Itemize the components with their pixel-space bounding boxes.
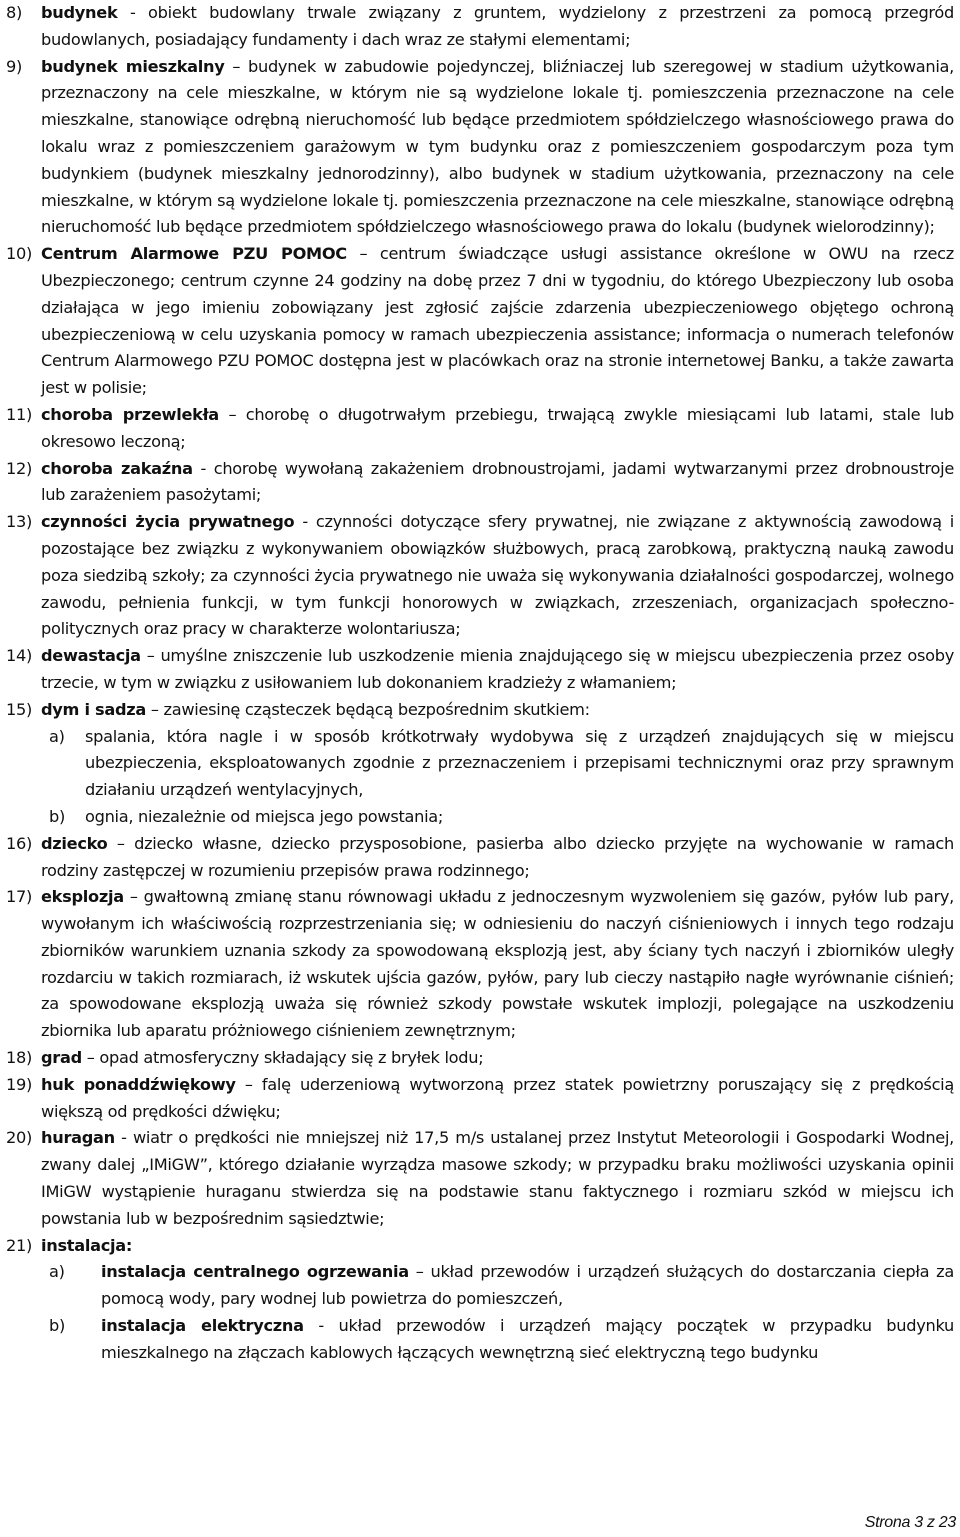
- definition-item-9: [6, 54, 954, 242]
- item-number: 21): [6, 1235, 33, 1255]
- definition-text: – zawiesinę cząsteczek będącą bezpośrednim skutkiem:: [146, 699, 590, 719]
- definition-item-16: [6, 831, 954, 885]
- item-body: [41, 884, 954, 1045]
- definition-item-17: [6, 884, 954, 1045]
- sub-item-21a: [41, 1259, 954, 1313]
- definition-text: – falę uderzeniową wytworzoną przez statek powietrzny poruszający się z prędkością większą od prędkości dźwięku;: [41, 1074, 954, 1121]
- definition-item-10: [6, 241, 954, 402]
- item-body: [41, 241, 954, 402]
- definition-text: – opad atmosferyczny składający się z bryłek lodu;: [81, 1048, 484, 1068]
- item-body: [41, 0, 954, 54]
- definition-text: - czynności dotyczące sfery prywatnej, nie związane z aktywnością zawodową i pozostające bez związku z wykonywaniem obowiązków służbowych, pracą zarobkową, praktyczną nauką zawodu poza siedzibą szkoły; za czynności życia prywatnego nie uważa się wykonywania działalności gospodarczej, wolnego zawodu, pełnienia funkcji, w tym funkcji honorowych w związkach, zrzeszeniach, organizacjach społeczno-politycznych oraz pracy w charakterze wolontariusza;: [41, 512, 955, 639]
- item-body: [41, 697, 954, 831]
- sub-item-21b: [41, 1313, 954, 1367]
- page-number-footer: Strona 3 z 23: [864, 1514, 956, 1532]
- item-body: [41, 1072, 954, 1126]
- defined-term: czynności życia prywatnego: [41, 512, 295, 532]
- defined-term: dym i sadza: [41, 699, 147, 719]
- item-body: [41, 402, 954, 456]
- defined-term: budynek mieszkalny: [41, 56, 225, 76]
- defined-term: instalacja elektryczna: [101, 1316, 304, 1336]
- item-number: 12): [6, 458, 33, 478]
- defined-term: instalacja:: [41, 1235, 133, 1255]
- definition-text: - obiekt budowlany trwale związany z gruntem, wydzielony z przestrzeni za pomocą przegród budowlanych, posiadający fundamenty i dach wraz ze stałymi elementami;: [41, 3, 954, 49]
- item-number: 19): [6, 1074, 33, 1094]
- item-number: 9): [6, 56, 23, 76]
- definition-text: – gwałtowną zmianę stanu równowagi układu z jednoczesnym wyzwoleniem się gazów, pyłów lub pary, wywołanym ich właściwością rozprzestrzeniania się; w odniesieniu do naczyń ciśnieniowych i innych tego rodzaju zbiorników warunkiem uznania szkody za spowodowaną eksplozją jest, aby ściany tych naczyń i zbiorników uległy rozdarciu w takich rozmiarach, iż wskutek ujścia gazów, pyłów, pary lub cieczy nastąpiło nagłe wyrównanie ciśnień; za spowodowane eksplozją uważa się również szkody powstałe wskutek implozji, polegające na uszkodzeniu zbiornika lub aparatu próżniowego ciśnieniem zewnętrznym;: [41, 887, 954, 1041]
- defined-term: instalacja centralnego ogrzewania: [101, 1262, 409, 1282]
- sub-item-letter: b): [49, 806, 65, 826]
- item-body: [41, 1125, 954, 1232]
- defined-term: budynek: [41, 3, 118, 22]
- definition-text: – budynek w zabudowie pojedynczej, bliźniaczej lub szeregowej w stadium użytkowania, przeznaczony na cele mieszkalne, w którym nie są wydzielone lokale tj. pomieszczenia przeznaczone na cele mieszkalne, stanowiące odrębną nieruchomość lub będące przedmiotem spółdzielczego własnościowego prawa do lokalu wraz z pomieszczeniem garażowym w tym budynku oraz z pomieszczeniem gospodarczym poza tym budynkiem (budynek mieszkalny jednorodzinny), albo budynek w stadium użytkowania, przeznaczony na cele mieszkalne, w którym są wydzielone lokale tj. pomieszczenia przeznaczone na cele mieszkalne, stanowiące odrębną nieruchomość lub będące przedmiotem spółdzielczego własnościowego prawa do lokalu (budynek wielorodzinny);: [41, 56, 954, 237]
- sub-item-15b: [41, 804, 954, 831]
- definition-text: – umyślne zniszczenie lub uszkodzenie mienia znajdującego się w miejscu ubezpieczenia przez osoby trzecie, w tym w związku z usiłowaniem lub dokonaniem kradzieży z włamaniem;: [41, 646, 954, 692]
- sub-item-text: [101, 1313, 954, 1367]
- definition-item-21: [6, 1233, 954, 1367]
- sub-item-15a: [41, 724, 954, 804]
- definition-item-15: [6, 697, 954, 831]
- defined-term: grad: [41, 1048, 82, 1068]
- definition-item-12: [6, 456, 954, 510]
- item-number: 15): [6, 699, 33, 719]
- definition-item-11: [6, 402, 954, 456]
- sub-item-letter: a): [49, 726, 65, 746]
- definition-item-18: [6, 1045, 954, 1072]
- sub-item-text: spalania, która nagle i w sposób krótkotrwały wydobywa się z urządzeń znajdujących się w miejscu ubezpieczenia, eksploatowanych zgodnie z przeznaczeniem i przepisami technicznymi oraz przy sprawnym działaniu urządzeń wentylacyjnych,: [85, 726, 954, 800]
- defined-term: choroba zakaźna: [41, 458, 193, 478]
- item-number: 14): [6, 646, 33, 666]
- defined-term: choroba przewlekła: [41, 404, 219, 424]
- definition-text: – centrum świadczące usługi assistance określone w OWU na rzecz Ubezpieczonego; centrum czynne 24 godziny na dobę przez 7 dni w tygodniu, do którego Ubezpieczony lub osoba działająca w jego imieniu zobowiązany jest zgłosić zajście zdarzenia ubezpieczeniowego objętego ochroną ubezpieczeniową w celu uzyskania pomocy w ramach ubezpieczenia assistance; informacja o numerach telefonów Centrum Alarmowego PZU POMOC dostępna jest w placówkach oraz na stronie internetowej Banku, a także zawarta jest w polisie;: [41, 244, 954, 398]
- item-number: 17): [6, 887, 33, 907]
- definition-item-13: [6, 509, 954, 643]
- item-body: [41, 509, 954, 643]
- defined-term: Centrum Alarmowe PZU POMOC: [41, 244, 347, 264]
- definition-text: - układ przewodów i urządzeń mający początek w przypadku budynku mieszkalnego na złączach kablowych łączących wewnętrzną sieć elektryczną tego budynku: [101, 1316, 954, 1362]
- item-body: [41, 831, 954, 885]
- item-number: 11): [6, 404, 33, 424]
- definition-item-20: [6, 1125, 954, 1232]
- definition-text: – układ przewodów i urządzeń służących do dostarczania ciepła za pomocą wody, pary wodnej lub powietrza do pomieszczeń,: [101, 1262, 954, 1309]
- definition-text: - wiatr o prędkości nie mniejszej niż 17,5 m/s ustalanej przez Instytut Meteorologii i Gospodarki Wodnej, zwany dalej „IMiGW”, którego działanie wyrządza masowe szkody; w przypadku braku możliwości uzyskania opinii IMiGW wystąpienie huraganu stwierdza się na podstawie stanu faktycznego i rozmiaru szkód w miejscu ich powstania lub w bezpośrednim sąsiedztwie;: [41, 1128, 954, 1228]
- item-body: [41, 54, 954, 242]
- item-body: [41, 1045, 954, 1072]
- defined-term: huragan: [41, 1128, 115, 1148]
- definition-item-14: [6, 643, 954, 697]
- item-body: [41, 1233, 954, 1367]
- item-number: 16): [6, 833, 33, 853]
- item-number: 18): [6, 1048, 33, 1068]
- defined-term: eksplozja: [41, 887, 124, 907]
- item-body: [41, 456, 954, 510]
- definition-text: - chorobę wywołaną zakażeniem drobnoustrojami, jadami wytwarzanymi przez drobnoustroje lub zarażeniem pasożytami;: [41, 458, 954, 505]
- sub-item-letter: b): [49, 1316, 65, 1336]
- defined-term: dewastacja: [41, 646, 141, 666]
- item-number: 20): [6, 1128, 33, 1148]
- sub-item-text: [101, 1259, 954, 1313]
- item-number: 10): [6, 244, 33, 264]
- definition-item-19: [6, 1072, 954, 1126]
- sub-item-text: ognia, niezależnie od miejsca jego powstania;: [85, 806, 444, 826]
- sub-item-letter: a): [49, 1262, 65, 1282]
- defined-term: huk ponaddźwiękowy: [41, 1074, 236, 1094]
- definition-text: – chorobę o długotrwałym przebiegu, trwającą zwykle miesiącami lub latami, stale lub okresowo leczoną;: [41, 404, 954, 451]
- item-number: 13): [6, 512, 33, 532]
- item-body: [41, 643, 954, 697]
- definition-text: – dziecko własne, dziecko przysposobione, pasierba albo dziecko przyjęte na wychowanie w ramach rodziny zastępczej w rozumieniu przepisów prawa rodzinnego;: [41, 833, 954, 880]
- defined-term: dziecko: [41, 833, 108, 853]
- item-number: 8): [6, 3, 23, 22]
- definition-item-8: [6, 0, 954, 54]
